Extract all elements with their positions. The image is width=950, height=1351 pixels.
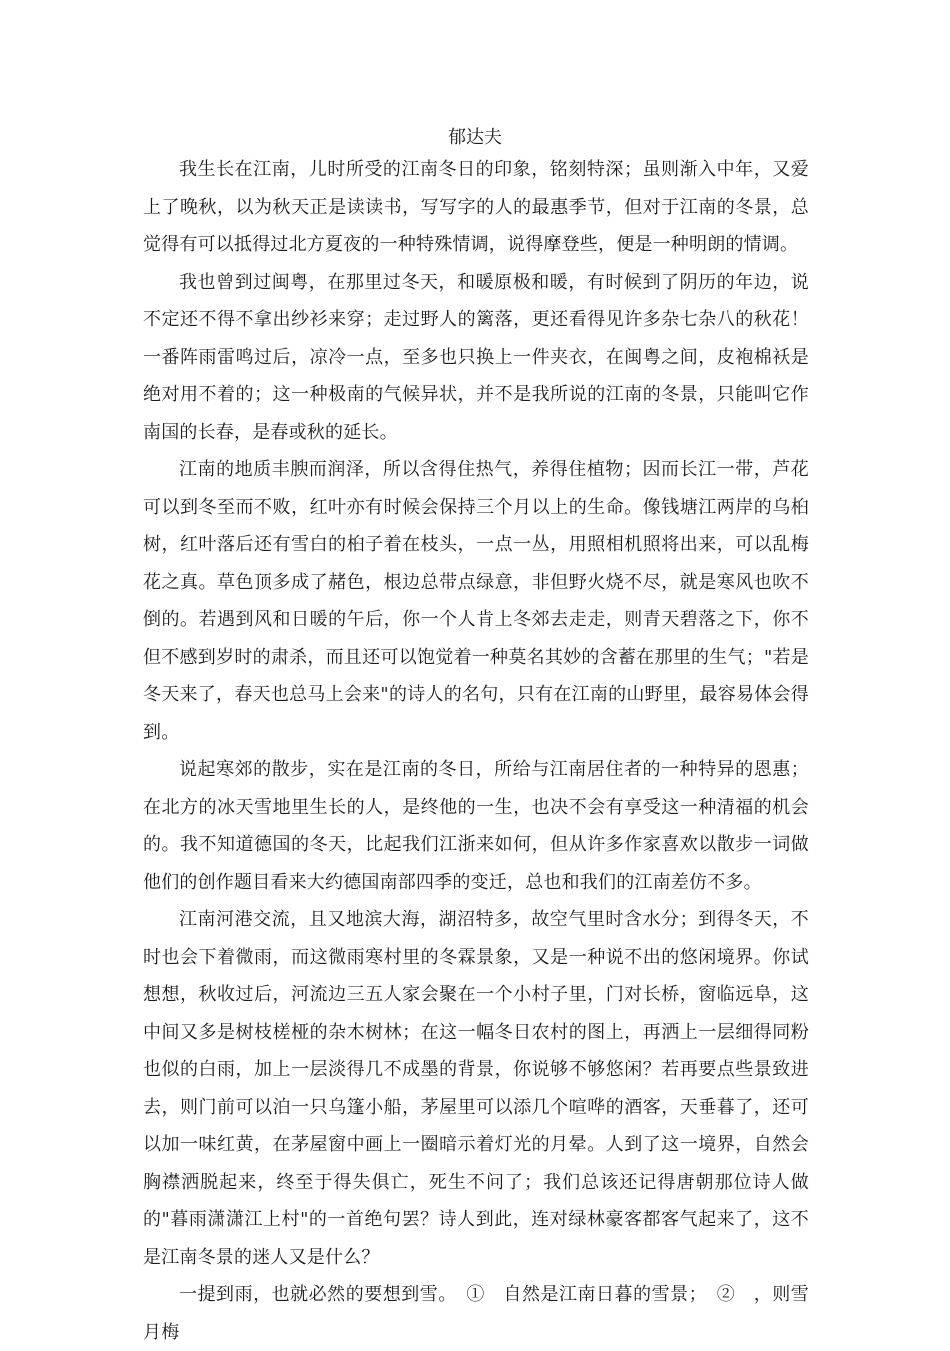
article-body <box>143 151 809 1351</box>
paragraph: 江南河港交流，且又地滨大海，湖沼特多，故空气里时含水分；到得冬天，不时也会下着微雨，而这微雨寒村里的冬霖景象，又是一种说不出的悠闲境界。你试想想，秋收过后，河流边三五人家会聚在一个小村子里，门对长桥，窗临远阜，这中间又多是树枝槎桠的杂木树林；在这一幅冬日农村的图上，再洒上一层细得同粉也似的白雨，加上一层淡得几不成墨的背景，你说够不够悠闲？若再要点些景致进去，则门前可以泊一只乌篷小船，茅屋里可以添几个喧哗的酒客，天垂暮了，还可以加一味红黄，在茅屋窗中画上一圈暗示着灯光的月晕。人到了这一境界，自然会胸襟洒脱起来，终至于得失俱亡，死生不问了；我们总该还记得唐朝那位诗人做的"暮雨潇潇江上村"的一首绝句罢？诗人到此，连对绿林豪客都客气起来了，这不是江南冬景的迷人又是什么？ <box>143 909 809 1268</box>
paragraph: 我也曾到过闽粤，在那里过冬天，和暖原极和暖，有时候到了阴历的年边，说不定还不得不拿出纱衫来穿；走过野人的篱落，更还看得见许多杂七杂八的秋花！一番阵雨雷鸣过后，凉冷一点，至多也只换上一件夹衣，在闽粤之间，皮袍棉袄是绝对用不着的；这一种极南的气候异状，并不是我所说的江南的冬景，只能叫它作南国的长春，是春或秋的延长。 <box>143 271 809 443</box>
paragraph: 江南的地质丰腴而润泽，所以含得住热气，养得住植物；因而长江一带，芦花可以到冬至而不败，红叶亦有时候会保持三个月以上的生命。像钱塘江两岸的乌桕树，红叶落后还有雪白的桕子着在枝头，一点一丛，用照相机照将出来，可以乱梅花之真。草色顶多成了赭色，根边总带点绿意，非但野火烧不尽，就是寒风也吹不倒的。若遇到风和日暖的午后，你一个人肯上冬郊去走走，则青天碧落之下，你不但不感到岁时的肃杀，而且还可以饱觉着一种莫名其妙的含蓄在那里的生气；"若是冬天来了，春天也总马上会来"的诗人的名句，只有在江南的山野里，最容易体会得到。 <box>143 459 809 743</box>
author-name: 郁达夫 <box>448 127 502 148</box>
paragraph: 一提到雨，也就必然的要想到雪。 ① 自然是江南日暮的雪景； ② ，则雪月梅 <box>143 1284 809 1343</box>
paragraph: 我生长在江南，儿时所受的江南冬日的印象，铭刻特深；虽则渐入中年，又爱上了晚秋，以为秋天正是读读书，写写字的人的最惠季节，但对于江南的冬景，总觉得有可以抵得过北方夏夜的一种特殊情调，说得摩登些，便是一种明朗的情调。 <box>143 159 809 255</box>
paragraph: 说起寒郊的散步，实在是江南的冬日，所给与江南居住者的一种特异的恩惠；在北方的冰天雪地里生长的人，是终他的一生，也决不会有享受这一种清福的机会的。我不知道德国的冬天，比起我们江浙来如何，但从许多作家喜欢以散步一词做他们的创作题目看来大约德国南部四季的变迁，总也和我们的江南差仿不多。 <box>143 759 809 893</box>
